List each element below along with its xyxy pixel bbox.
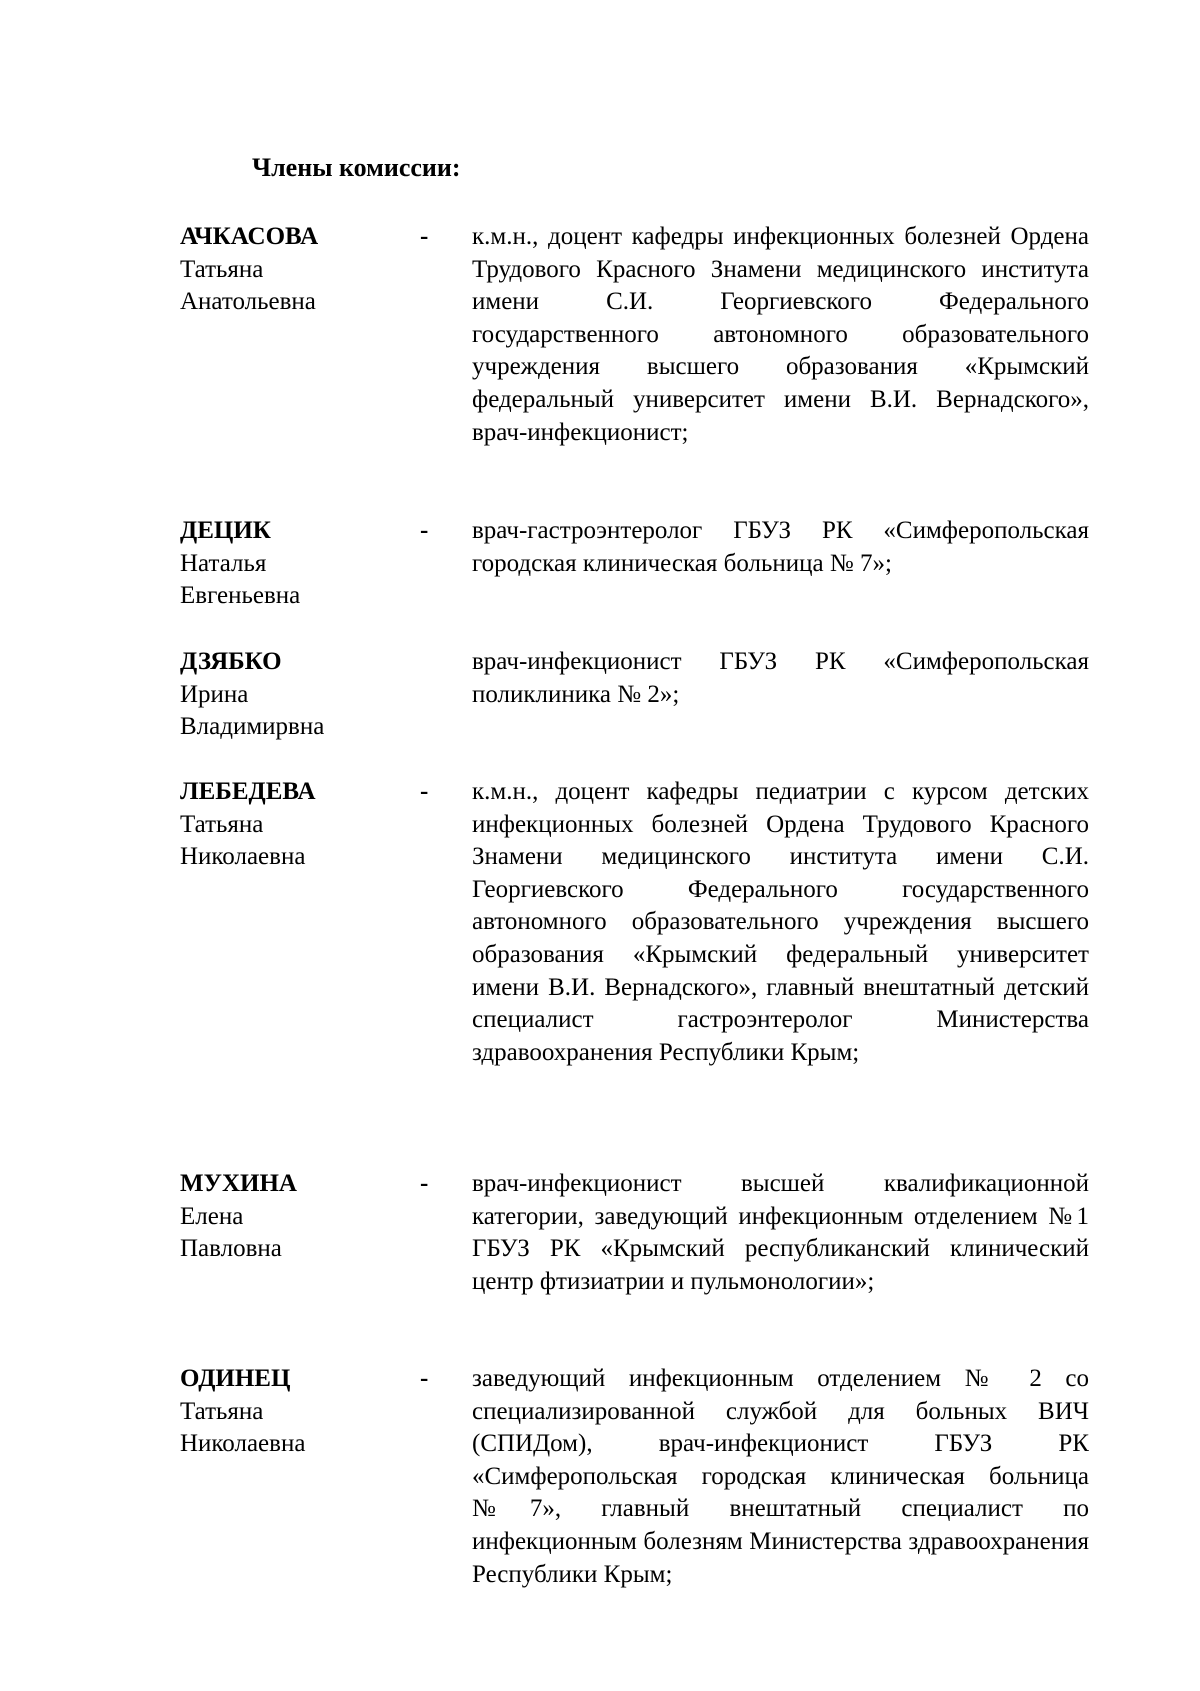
member-surname: МУХИНА — [180, 1170, 297, 1197]
member-given-name: Татьяна — [180, 1397, 264, 1425]
member-name — [180, 1168, 400, 1266]
member-dash: - — [420, 517, 429, 544]
member-name — [180, 1363, 400, 1461]
member-given-name: Елена — [180, 1202, 244, 1230]
member-given-name: Ирина — [180, 680, 249, 708]
member-description: к.м.н., доцент кафедры инфекционных болезней Ордена Трудового Красного Знамени медицинского института имени С.И. Георгиевского Федерального государственного автономного образовательного учреждения высшего образования «Крымский федеральный университет имени В.И. Вернадского», врач-инфекционист; — [472, 223, 1089, 446]
member-patronymic: Владимирвна — [180, 713, 325, 741]
member-patronymic: Николаевна — [180, 843, 306, 871]
member-description: врач-гастроэнтеролог ГБУЗ РК «Симферопольская городская клиническая больница № 7»; — [472, 517, 1089, 577]
member-description: врач-инфекционист высшей квалификационной категории, заведующий инфекционным отделением №1 ГБУЗ РК «Крымский республиканский клинический центр фтизиатрии и пульмонологии»; — [472, 1170, 1089, 1295]
member-surname: ДЕЦИК — [180, 517, 271, 544]
member-surname: ОДИНЕЦ — [180, 1365, 291, 1392]
member-surname: ДЗЯБКО — [180, 648, 282, 675]
commission-members-heading: Члены комиссии: — [252, 153, 461, 182]
member-patronymic: Евгеньевна — [180, 582, 301, 610]
member-name — [180, 221, 400, 319]
member-dash: - — [420, 1365, 429, 1392]
member-patronymic: Анатольевна — [180, 288, 316, 316]
member-surname: ЛЕБЕДЕВА — [180, 778, 316, 805]
member-dash: - — [420, 1170, 429, 1197]
member-dash: - — [420, 223, 429, 250]
member-patronymic: Павловна — [180, 1235, 282, 1263]
member-dash: - — [420, 778, 429, 805]
member-given-name: Наталья — [180, 549, 267, 577]
member-patronymic: Николаевна — [180, 1430, 306, 1458]
member-description: к.м.н., доцент кафедры педиатрии с курсом детских инфекционных болезней Ордена Трудового Красного Знамени медицинского института имени С.И. Георгиевского Федерального государственного автономного образовательного учреждения высшего образования «Крымский федеральный университет имени В.И. Вернадского», главный внештатный детский специалист гастроэнтеролог Министерства здравоохранения Республики Крым; — [472, 778, 1089, 1066]
member-description: заведующий инфекционным отделением № 2 со специализированной службой для больных ВИЧ (СПИДом), врач-инфекционист ГБУЗ РК «Симферопольская городская клиническая больница №7», главный внештатный специалист по инфекционным болезням Министерства здравоохранения Республики Крым; — [472, 1365, 1089, 1588]
member-given-name: Татьяна — [180, 255, 264, 283]
member-name — [180, 646, 400, 744]
member-surname: АЧКАСОВА — [180, 223, 319, 250]
member-given-name: Татьяна — [180, 810, 264, 838]
member-name — [180, 515, 400, 613]
member-description: врач-инфекционист ГБУЗ РК «Симферопольская поликлиника № 2»; — [472, 648, 1089, 708]
member-name — [180, 776, 400, 874]
